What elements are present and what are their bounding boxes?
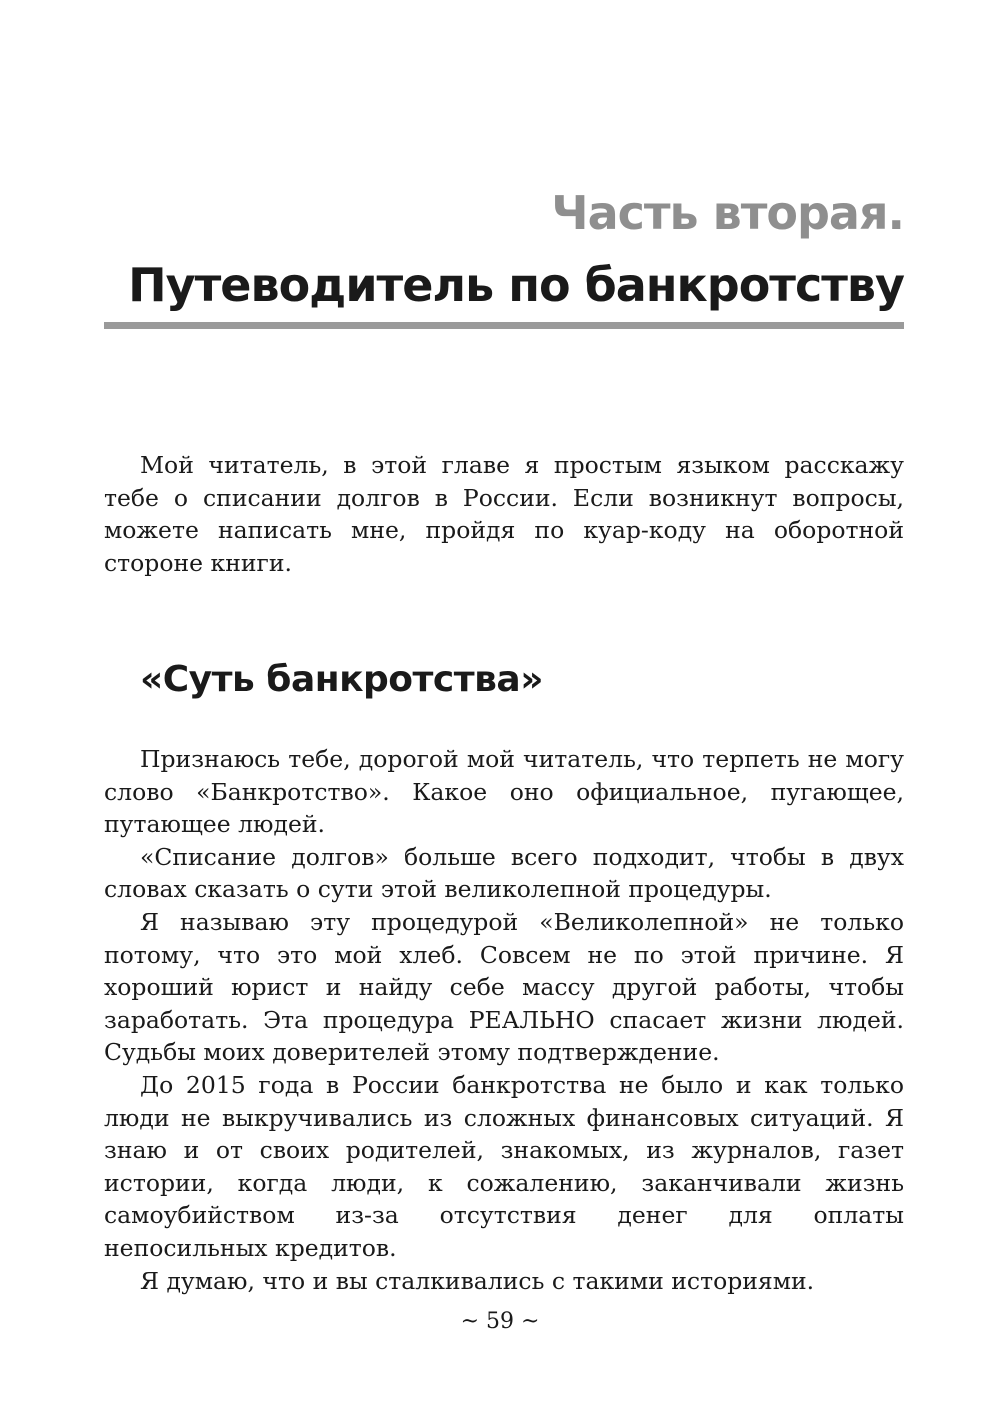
body-paragraph: До 2015 года в России банкротства не было и как только люди не выкручивались из сложных финансовых ситуаций. Я знаю и от своих родителей, знакомых, из журналов, газет истории, когда люди, к сожалению, заканчивали жизнь самоубийством из-за отсутствия денег для оплаты непосильных кредитов. bbox=[104, 1070, 904, 1262]
body-paragraph: Я думаю, что и вы сталкивались с такими историями. bbox=[140, 1266, 815, 1295]
section-body bbox=[104, 743, 904, 1297]
part-label: Часть вторая. bbox=[551, 186, 904, 240]
title-underline-rule bbox=[104, 322, 904, 329]
body-paragraph: Признаюсь тебе, дорогой мой читатель, что терпеть не могу слово «Банкротство». Какое оно официальное, пугающее, путающее людей. bbox=[104, 745, 904, 839]
intro-text bbox=[104, 449, 904, 579]
chapter-header bbox=[104, 180, 904, 318]
intro-paragraph: Мой читатель, в этой главе я простым языком расскажу тебе о списании долгов в России. Если возникнут вопросы, можете написать мне, пройдя по куар-коду на оборотной стороне книги. bbox=[104, 451, 904, 577]
body-paragraph: «Списание долгов» больше всего подходит, чтобы в двух словах сказать о сути этой великолепной процедуры. bbox=[104, 842, 904, 904]
page-number: ~ 59 ~ bbox=[460, 1309, 540, 1334]
chapter-title: Путеводитель по банкротству bbox=[128, 258, 904, 312]
body-paragraph: Я называю эту процедурой «Великолепной» не только потому, что это мой хлеб. Совсем не по этой причине. Я хороший юрист и найду себе массу другой работы, чтобы заработать. Эта процедура РЕАЛЬНО спасает жизни людей. Судьбы моих доверителей этому подтверждение. bbox=[104, 907, 904, 1067]
section-heading: «Суть банкротства» bbox=[140, 659, 543, 700]
